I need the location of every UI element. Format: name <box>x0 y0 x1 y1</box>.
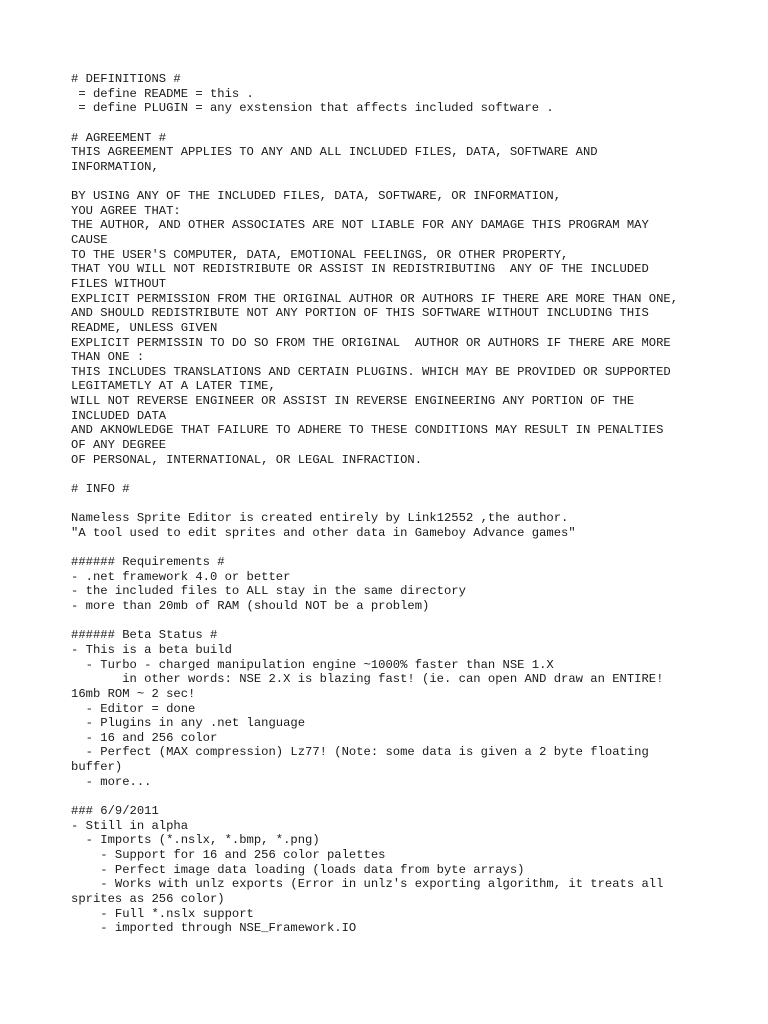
document-line: - Editor = done <box>71 701 196 716</box>
document-line: EXPLICIT PERMISSION FROM THE ORIGINAL AUTHOR OR AUTHORS IF THERE ARE MORE THAN ONE, <box>71 291 679 306</box>
document-line: THAN ONE : <box>71 350 145 365</box>
document-line: README, UNLESS GIVEN <box>71 320 218 335</box>
document-line <box>71 174 711 189</box>
document-line: AND SHOULD REDISTRIBUTE NOT ANY PORTION OF THIS SOFTWARE WITHOUT INCLUDING THIS <box>71 306 649 321</box>
document-line: = define PLUGIN = any exstension that affects included software . <box>71 101 554 116</box>
document-line: # AGREEMENT # <box>71 130 167 145</box>
document-line: = define README = this . <box>71 86 254 101</box>
document-line: - Full *.nslx support <box>71 906 254 921</box>
document-line: # DEFINITIONS # <box>71 72 181 86</box>
document-line <box>71 497 711 512</box>
document-line: - more... <box>71 774 152 789</box>
document-line: THIS INCLUDES TRANSLATIONS AND CERTAIN PLUGINS. WHICH MAY BE PROVIDED OR SUPPORTED <box>71 364 671 379</box>
document-line <box>71 789 711 804</box>
document-line: - Still in alpha <box>71 818 189 833</box>
document-line: - This is a beta build <box>71 642 232 657</box>
document-line: - 16 and 256 color <box>71 730 218 745</box>
document-line: - Plugins in any .net language <box>71 716 306 731</box>
document-line: 16mb ROM ~ 2 sec! <box>71 686 196 701</box>
document-line: - more than 20mb of RAM (should NOT be a problem) <box>71 599 430 614</box>
document-line: buffer) <box>71 760 123 775</box>
document-line: ###### Requirements # <box>71 555 225 570</box>
document-line: # INFO # <box>71 481 130 496</box>
document-line: THAT YOU WILL NOT REDISTRIBUTE OR ASSIST IN REDISTRIBUTING ANY OF THE INCLUDED <box>71 262 649 277</box>
document-line: OF PERSONAL, INTERNATIONAL, OR LEGAL INFRACTION. <box>71 452 423 467</box>
document-line: - Support for 16 and 256 color palettes <box>71 847 386 862</box>
document-line: CAUSE <box>71 233 108 248</box>
document-line: BY USING ANY OF THE INCLUDED FILES, DATA, SOFTWARE, OR INFORMATION, <box>71 189 562 204</box>
document-line: THIS AGREEMENT APPLIES TO ANY AND ALL INCLUDED FILES, DATA, SOFTWARE AND <box>71 145 598 160</box>
document-line <box>71 541 711 556</box>
document-line: - Works with unlz exports (Error in unlz's exporting algorithm, it treats all <box>71 877 664 892</box>
document-line: Nameless Sprite Editor is created entirely by Link12552 ,the author. <box>71 511 569 526</box>
document-line: - Turbo - charged manipulation engine ~1000% faster than NSE 1.X <box>71 657 554 672</box>
document-line: ### 6/9/2011 <box>71 804 159 819</box>
readme-document <box>71 72 711 936</box>
document-line: - .net framework 4.0 or better <box>71 569 291 584</box>
document-line: - Perfect (MAX compression) Lz77! (Note: some data is given a 2 byte floating <box>71 745 649 760</box>
document-line: ###### Beta Status # <box>71 628 218 643</box>
document-line: OF ANY DEGREE <box>71 438 167 453</box>
document-line: - the included files to ALL stay in the same directory <box>71 584 466 599</box>
document-line: FILES WITHOUT <box>71 276 167 291</box>
document-line: in other words: NSE 2.X is blazing fast! (ie. can open AND draw an ENTIRE! <box>71 672 664 687</box>
document-line: INFORMATION, <box>71 159 159 174</box>
document-line: YOU AGREE THAT: <box>71 203 181 218</box>
document-line: WILL NOT REVERSE ENGINEER OR ASSIST IN REVERSE ENGINEERING ANY PORTION OF THE <box>71 394 635 409</box>
document-line: TO THE USER'S COMPUTER, DATA, EMOTIONAL FEELINGS, OR OTHER PROPERTY, <box>71 247 569 262</box>
document-line: INCLUDED DATA <box>71 408 167 423</box>
document-line <box>71 116 711 131</box>
document-line <box>71 614 711 629</box>
document-line: LEGITAMETLY AT A LATER TIME, <box>71 379 276 394</box>
document-line: - imported through NSE_Framework.IO <box>71 921 357 936</box>
document-line: sprites as 256 color) <box>71 891 225 906</box>
document-line: - Imports (*.nslx, *.bmp, *.png) <box>71 833 320 848</box>
document-line: EXPLICIT PERMISSIN TO DO SO FROM THE ORIGINAL AUTHOR OR AUTHORS IF THERE ARE MORE <box>71 335 671 350</box>
document-line: AND AKNOWLEDGE THAT FAILURE TO ADHERE TO THESE CONDITIONS MAY RESULT IN PENALTIES <box>71 423 664 438</box>
document-line: "A tool used to edit sprites and other data in Gameboy Advance games" <box>71 525 576 540</box>
document-line: THE AUTHOR, AND OTHER ASSOCIATES ARE NOT LIABLE FOR ANY DAMAGE THIS PROGRAM MAY <box>71 218 649 233</box>
document-line <box>71 467 711 482</box>
document-line: - Perfect image data loading (loads data from byte arrays) <box>71 862 525 877</box>
